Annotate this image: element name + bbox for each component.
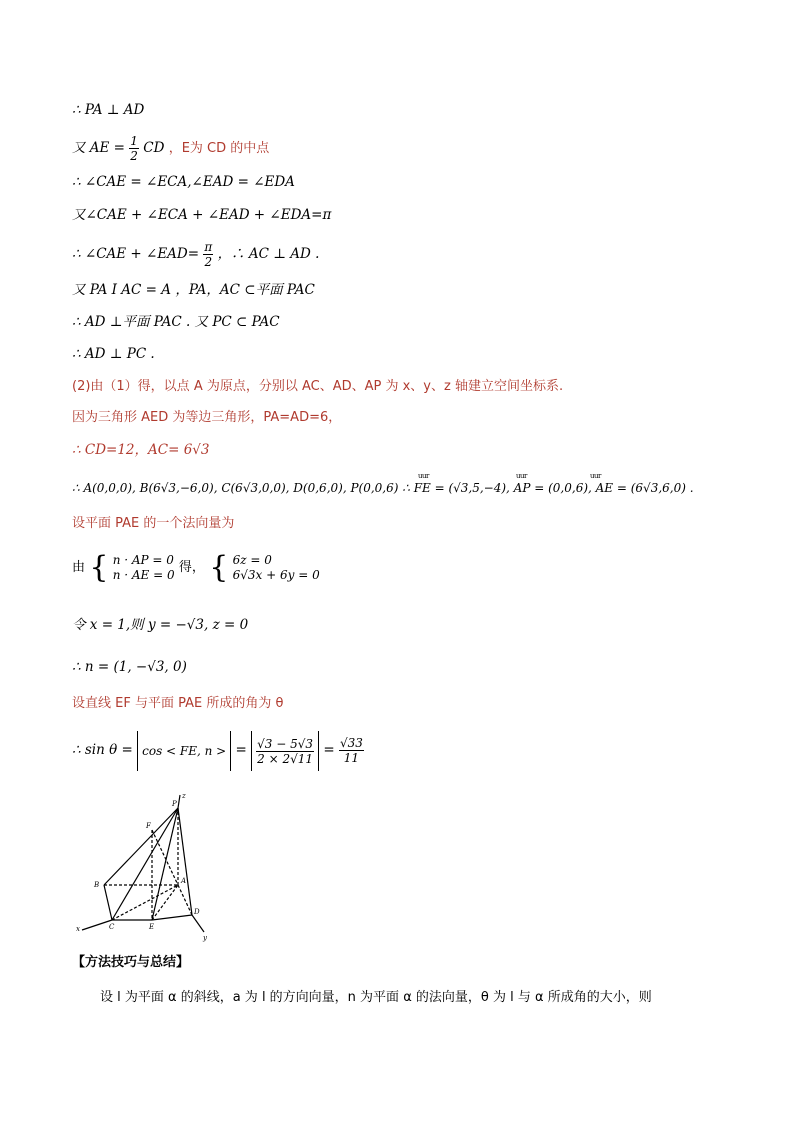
label-c: C — [109, 923, 115, 931]
line-cd-ac: ∴ CD=12，AC= 6√3 — [72, 442, 210, 458]
fraction-one-half: $\frac{1}{2}$ — [130, 134, 138, 163]
fraction-pi-over-two: $\frac{\pi}{2}$ — [204, 240, 213, 269]
geometry-figure — [72, 790, 222, 950]
line-ad-perp-plane: ∴ AD ⊥平面 PAC . 又 PC ⊂ PAC — [72, 314, 280, 330]
label-f: F — [146, 822, 151, 830]
line-sin-theta: ∴ sin θ = cos < FE, n > = $\frac{√3 - 5√3}{2 \times 2√11}$ = $\frac{√33}{11}$ — [72, 730, 364, 771]
line-angle-sum: 又∠CAE + ∠ECA + ∠EAD + ∠EDA=π — [72, 207, 332, 223]
line-angle-theta: 设直线 EF 与平面 PAE 所成的角为 θ — [72, 696, 284, 711]
vector-arrow-ae: uur — [590, 472, 601, 480]
line-angle-half-pi: ∴ ∠CAE + ∠EAD= $\frac{\pi}{2}$ ，∴ AC ⊥ AD . — [72, 240, 320, 269]
label-e: E — [149, 923, 155, 931]
line-normal-vector: ∴ n = (1, −√3, 0) — [72, 659, 187, 675]
label-d: D — [194, 908, 200, 916]
label-x: x — [76, 925, 80, 933]
system-one: n · AP = 0 n · AE = 0 — [112, 552, 175, 582]
line-pa-perp-ad: ∴ PA ⊥ AD — [72, 102, 145, 118]
line-normal-vector-intro: 设平面 PAE 的一个法向量为 — [72, 516, 235, 531]
label-a: A — [181, 877, 187, 885]
system-two: 6z = 0 6√3x + 6y = 0 — [232, 552, 320, 582]
line-part-two-setup: (2)由（1）得，以点 A 为原点，分别以 AC、AD、AP 为 x、y、z 轴建立空间坐标系. — [72, 379, 564, 394]
line-set-x: 令 x = 1,则 y = −√3, z = 0 — [72, 617, 249, 633]
label-y: y — [203, 934, 207, 942]
vector-arrow-fe: uur — [418, 472, 429, 480]
section-body: 设 l 为平面 α 的斜线，a 为 l 的方向向量，n 为平面 α 的法向量，θ 为 l 与 α 所成角的大小，则 — [100, 990, 652, 1005]
vector-arrow-ap: uur — [516, 472, 527, 480]
line-coordinates: ∴ A(0,0,0), B(6√3,−6,0), C(6√3,0,0), D(0,6,0), P(0,0,6) ∴ FE = (√3,5,−4), AP = (0,0,6), AE = (6√3,6,0) . — [72, 481, 694, 495]
line-ae-half-cd: 又 AE = $\frac{1}{2}$ CD ，E为 CD 的中点 — [72, 134, 270, 163]
label-b: B — [94, 881, 100, 889]
line-equilateral: 因为三角形 AED 为等边三角形，PA=AD=6， — [72, 410, 342, 425]
line-plane-pac: 又 PA I AC = A ，PA，AC ⊂平面 PAC — [72, 282, 315, 298]
line-system-equations: 由 { n · AP = 0 n · AE = 0 得， { 6z = 0 6√3x + 6y = 0 — [72, 549, 320, 585]
label-z: z — [182, 792, 186, 800]
section-heading: 【方法技巧与总结】 — [72, 955, 190, 970]
label-p: P — [172, 800, 177, 808]
line-ad-perp-pc: ∴ AD ⊥ PC . — [72, 346, 155, 362]
line-angle-equal: ∴ ∠CAE = ∠ECA,∠EAD = ∠EDA — [72, 174, 295, 190]
